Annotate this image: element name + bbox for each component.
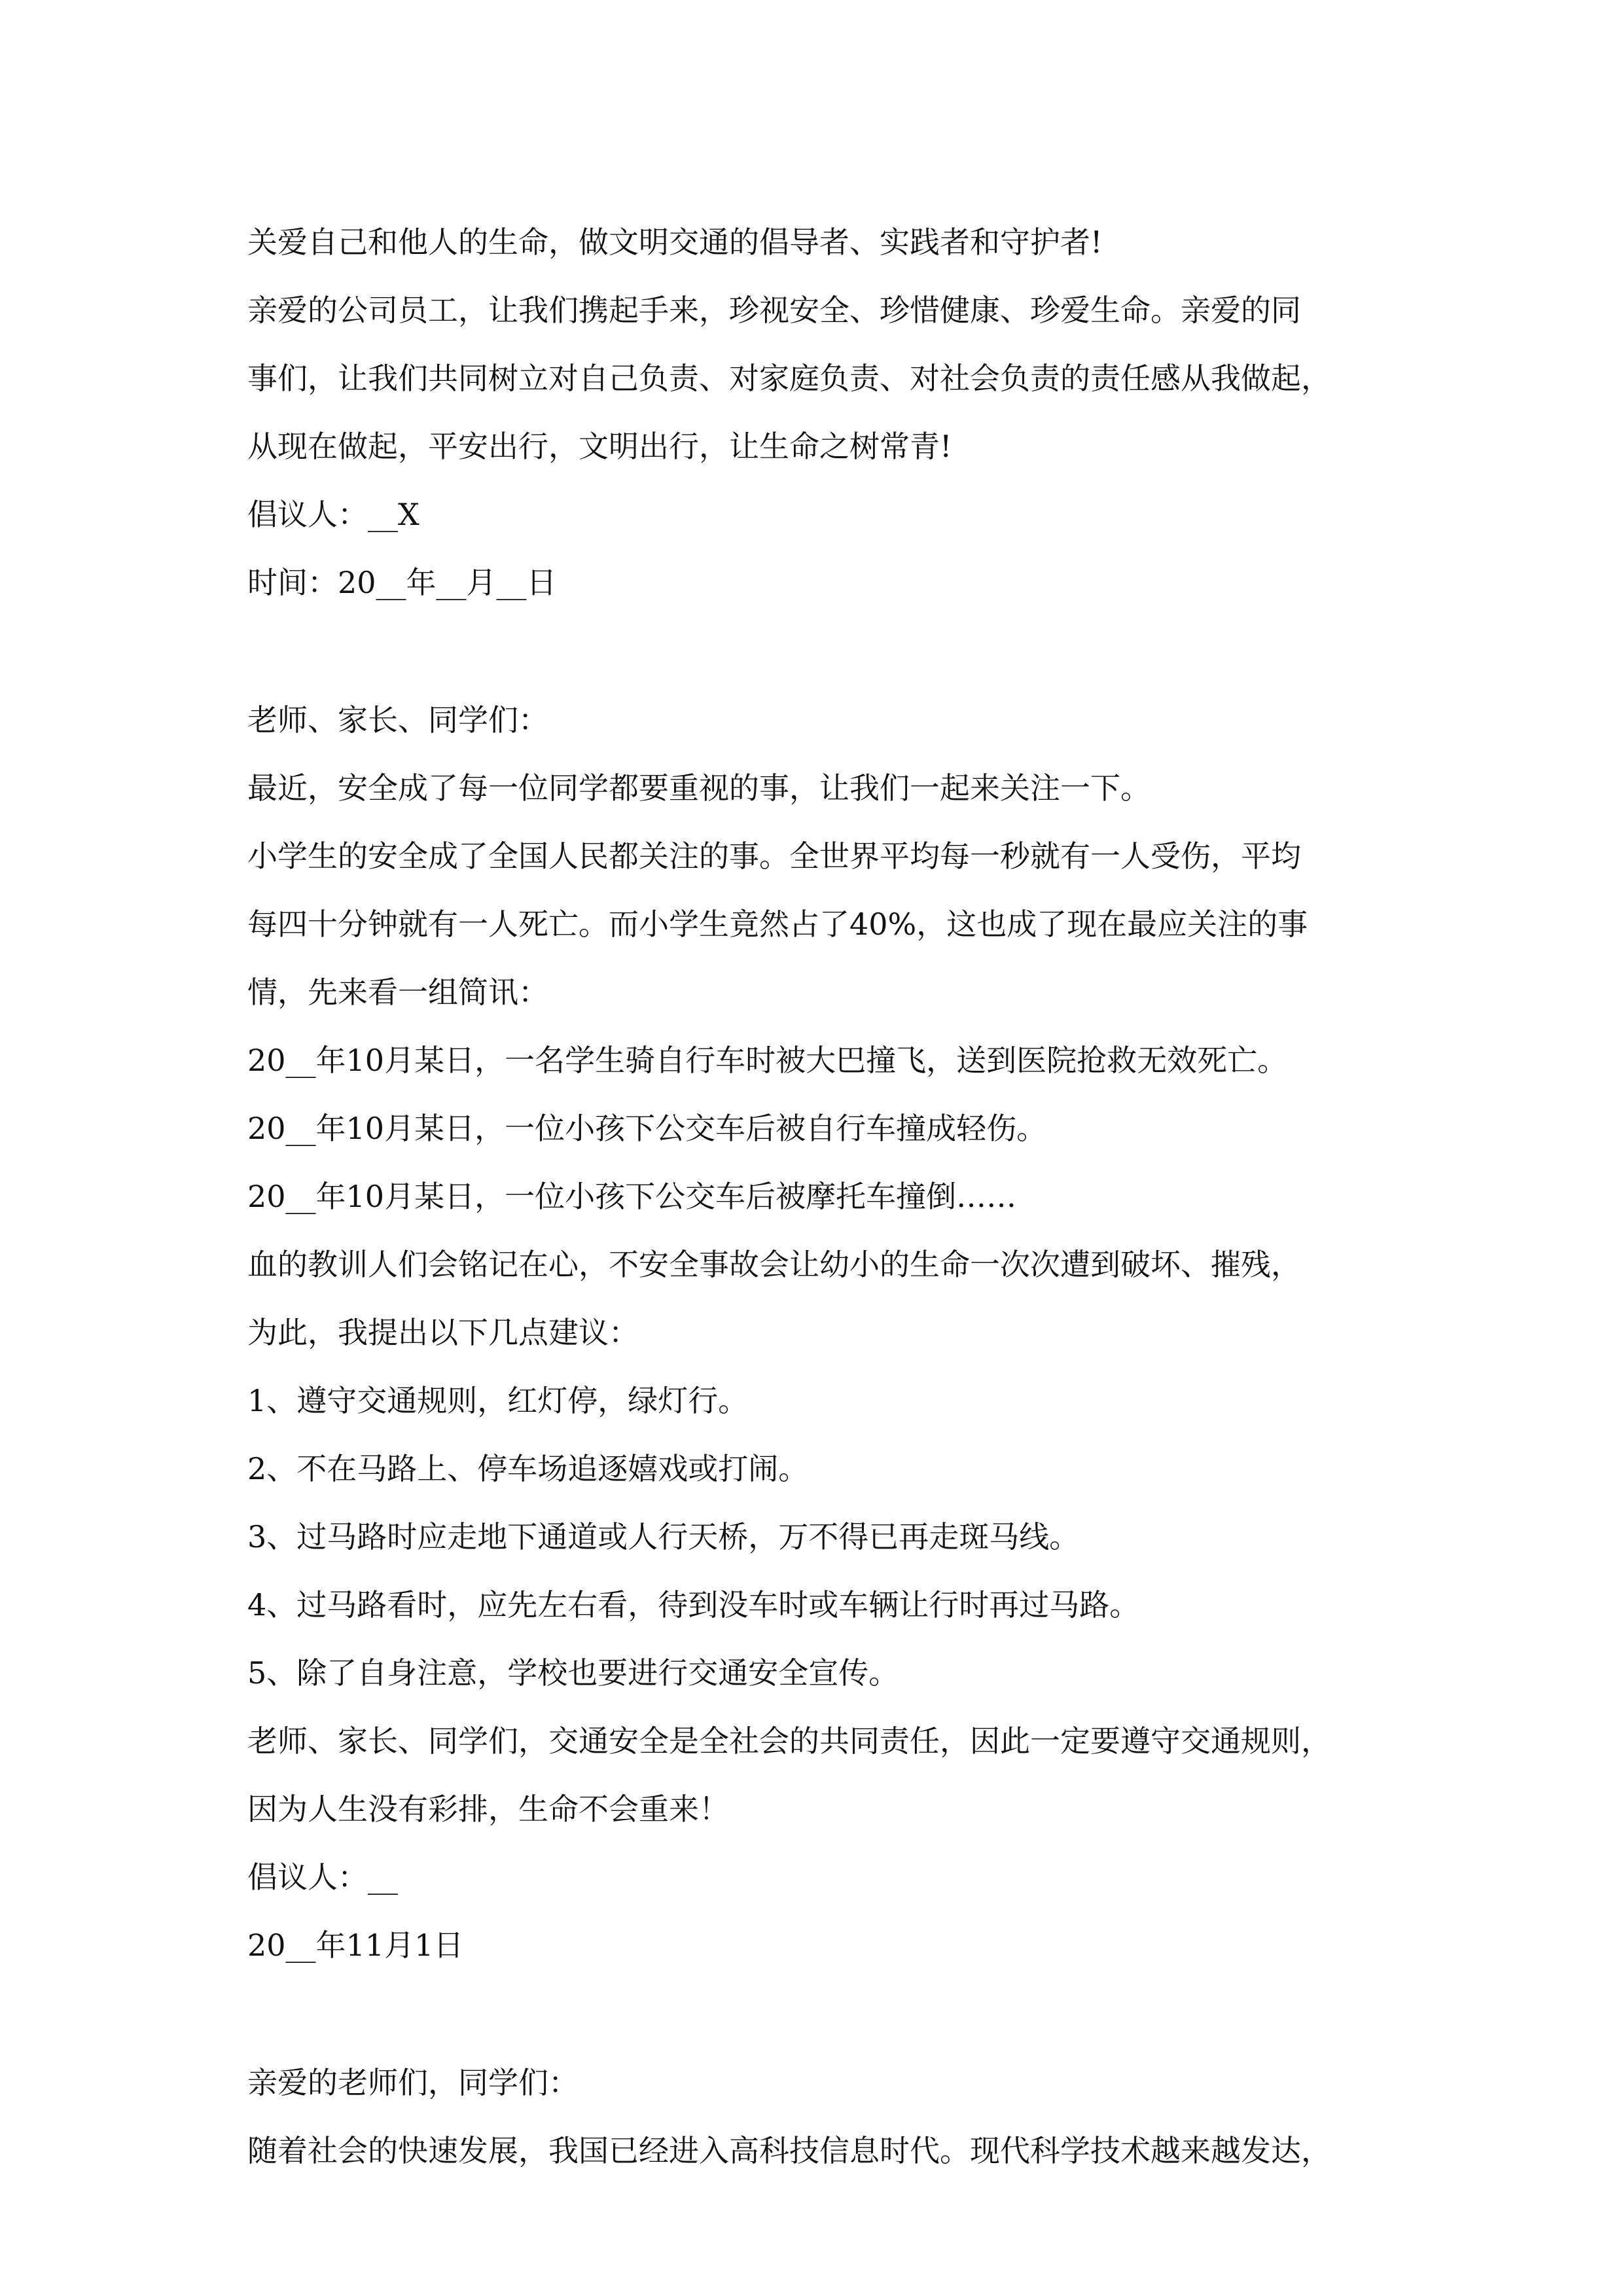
paragraph-line: 血的教训人们会铭记在心，不安全事故会让幼小的生命一次次遭到破坏、摧残，: [247, 1247, 1301, 1282]
paragraph-line: 小学生的安全成了全国人民都关注的事。全世界平均每一秒就有一人受伤，平均: [247, 838, 1301, 874]
greeting-line: 亲爱的老师们，同学们：: [247, 2065, 579, 2100]
greeting-line: 老师、家长、同学们：: [247, 702, 548, 738]
proposer-line: 倡议人：__: [247, 1859, 398, 1895]
paragraph-line: 每四十分钟就有一人死亡。而小学生竟然占了40%，这也成了现在最应关注的事: [247, 906, 1308, 942]
paragraph-line: 最近，安全成了每一位同学都要重视的事，让我们一起来关注一下。: [247, 770, 1150, 806]
proposer-line: 倡议人：__X: [247, 497, 419, 532]
paragraph-line: 为此，我提出以下几点建议：: [247, 1315, 639, 1350]
paragraph-line: 亲爱的公司员工，让我们携起手来，珍视安全、珍惜健康、珍爱生命。亲爱的同: [247, 293, 1301, 328]
date-line: 20__年11月1日: [247, 1928, 464, 1963]
paragraph-line: 事们，让我们共同树立对自己负责、对家庭负责、对社会负责的责任感从我做起，: [247, 361, 1331, 396]
date-line: 时间：20__年__月__日: [247, 565, 557, 600]
suggestion-item: 1、遵守交通规则，红灯停，绿灯行。: [247, 1383, 749, 1418]
document-body: [247, 208, 1425, 2185]
paragraph-line: 情，先来看一组简讯：: [247, 975, 548, 1010]
news-item: 20__年10月某日，一位小孩下公交车后被摩托车撞倒……: [247, 1179, 1017, 1214]
suggestion-item: 3、过马路时应走地下通道或人行天桥，万不得已再走斑马线。: [247, 1519, 1080, 1554]
news-item: 20__年10月某日，一位小孩下公交车后被自行车撞成轻伤。: [247, 1111, 1047, 1146]
suggestion-item: 5、除了自身注意，学校也要进行交通安全宣传。: [247, 1655, 899, 1691]
news-item: 20__年10月某日，一名学生骑自行车时被大巴撞飞，送到医院抢救无效死亡。: [247, 1043, 1288, 1078]
paragraph-line: 老师、家长、同学们，交通安全是全社会的共同责任，因此一定要遵守交通规则，: [247, 1723, 1331, 1759]
paragraph-line: 从现在做起，平安出行，文明出行，让生命之树常青!: [247, 429, 952, 464]
paragraph-line: 关爱自己和他人的生命，做文明交通的倡导者、实践者和守护者!: [247, 224, 1103, 260]
suggestion-item: 2、不在马路上、停车场追逐嬉戏或打闹。: [247, 1451, 809, 1486]
section-gap: [247, 617, 1425, 686]
paragraph-line: 因为人生没有彩排，生命不会重来！: [247, 1791, 729, 1827]
suggestion-item: 4、过马路看时，应先左右看，待到没车时或车辆让行时再过马路。: [247, 1587, 1140, 1623]
section-gap: [247, 1979, 1425, 2049]
paragraph-line: 随着社会的快速发展，我国已经进入高科技信息时代。现代科学技术越来越发达，: [247, 2133, 1331, 2168]
